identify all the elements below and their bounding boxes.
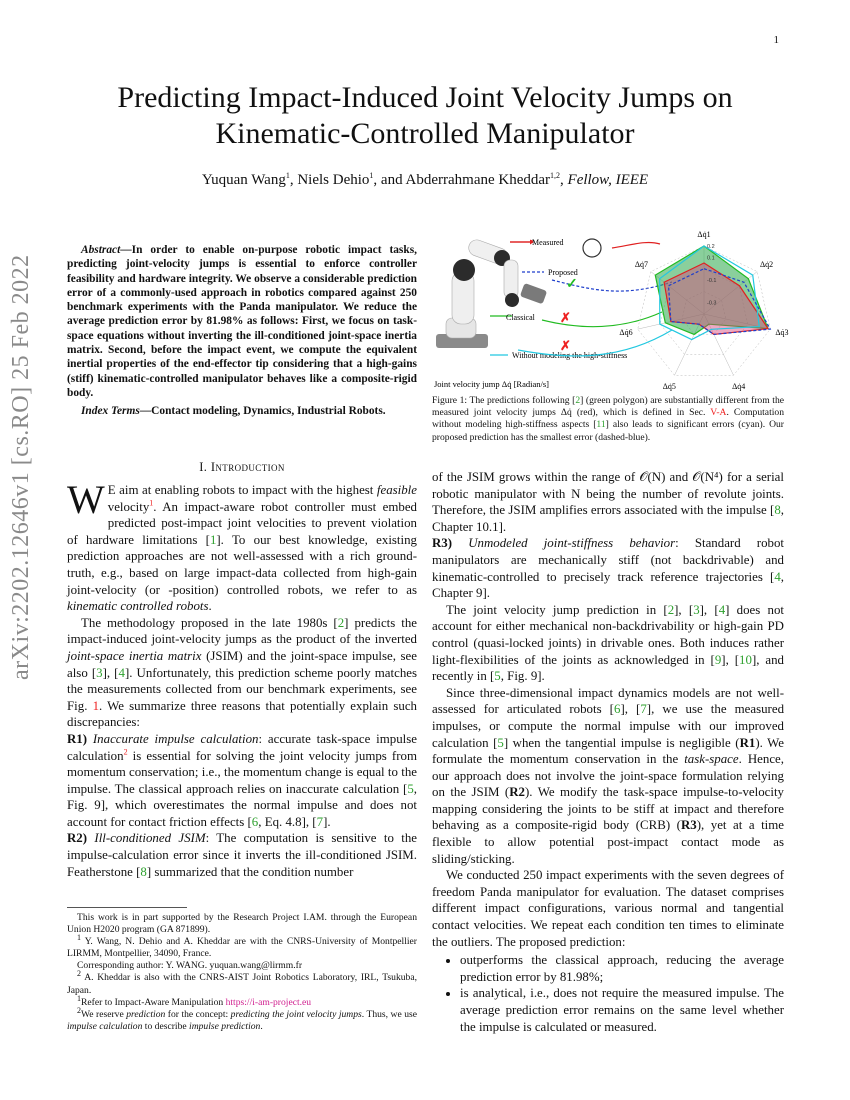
citation[interactable]: 5	[407, 781, 414, 796]
title-line-1: Predicting Impact-Induced Joint Velocity Jumps on	[117, 81, 733, 114]
citation[interactable]: 4	[118, 665, 125, 680]
section-ref[interactable]: V-A	[710, 407, 727, 419]
legend-nostiff: Without modeling the high-stiffness	[512, 351, 628, 360]
citation[interactable]: 7	[640, 702, 647, 717]
intro-paragraph-1: W E aim at enabling robots to impact with the highest feasible velocity$^1$. An impact-aware robot controller must embed predicted post-impact joint velocities to prevent violation of hardware limitations [1]. To our best knowledge, existing prediction approaches are not well-assessed with a rich ground-truth, e.g., based on large impact-data collected from high-gain joint-velocity (or -position) controlled robots, we refer to as kinematic controlled robots.	[67, 477, 417, 614]
project-link[interactable]: https://i-am-project.eu	[225, 996, 312, 1008]
footnotes	[67, 912, 417, 1033]
author-1: Yuquan Wang	[201, 172, 286, 188]
list-item: • outperforms the classical approach, reducing the average prediction error by 81.98%;	[460, 952, 784, 985]
figure-1	[432, 230, 789, 392]
citation[interactable]: 3	[693, 602, 700, 617]
figure-1-svg	[432, 230, 789, 392]
author-list: Yuquan Wang$^1$, Niels Dehio$^1$, and Abderrahmane Kheddar$^{1,2}$, Fellow, IEEE	[201, 171, 649, 188]
page-number: 1	[773, 34, 779, 46]
citation[interactable]: 1	[209, 532, 217, 547]
citation[interactable]: 9	[714, 652, 722, 667]
affiliation-2: $^2$ A. Kheddar is also with the CNRS-AIST Joint Robotics Laboratory, IRL, Tsukuba, Japan.	[67, 969, 417, 996]
contribution-list	[432, 952, 784, 1035]
author-3: Abderrahmane Kheddar	[405, 172, 551, 188]
citation[interactable]: 10	[739, 652, 752, 667]
radar-axis-label: Δq̇1	[697, 230, 711, 239]
citation[interactable]: 2	[575, 395, 581, 406]
arxiv-stamp: arXiv:2202.12646v1 [cs.RO] 25 Feb 2022	[8, 254, 34, 680]
citation[interactable]: 2	[667, 602, 675, 617]
paper-title	[0, 80, 850, 152]
abstract	[67, 243, 417, 400]
ball-icon	[583, 239, 601, 257]
citation[interactable]: 2	[337, 615, 345, 630]
figure-ref[interactable]: 1	[92, 698, 100, 713]
author-2: Niels Dehio	[297, 172, 370, 188]
citation[interactable]: 4	[718, 602, 726, 617]
section-heading	[67, 459, 417, 476]
section-number: I.	[199, 460, 208, 474]
citation[interactable]: 4	[774, 569, 781, 584]
funding-note: This work is in part supported by the Research Project I.AM. through the European Union H2020 program (GA 871899).	[67, 912, 417, 936]
legend-classical: Classical	[506, 313, 535, 322]
citation[interactable]: 7	[316, 814, 324, 829]
citation[interactable]: 8	[774, 503, 781, 518]
citation[interactable]: 6	[613, 702, 621, 717]
paragraph-stiffness: The joint velocity jump prediction in [2], [3], [4] does not account for either mechanical non-backdrivability or high-gain PD control (quasi-locked joints) in drivable ones. Both induces rather light-flexibilities of the joints as acknowledged in [9], [10], and recently in [5, Fig. 9].	[432, 602, 785, 684]
radar-axis-label: Δq̇4	[732, 382, 746, 392]
list-item: • is analytical, i.e., does not require the measured impulse. The average prediction error remains on the same level whether the impulse is calculated or measured.	[460, 985, 784, 1035]
paragraph-experiments: We conducted 250 impact experiments with the seven degrees of freedom Panda manipulator for evaluation. The dataset comprises different impact configurations, various normal and tangential contact velocities. We repeat each condition ten times to eliminate the outliers. The proposed prediction:	[432, 868, 784, 949]
citation[interactable]: 8	[140, 864, 147, 879]
reason-r1: R1) Inaccurate impulse calculation: accurate task-space impulse calculation$^2$ is essential for solving the joint velocity jumps from momentum conservation; i.e., the momentum change is equal to the impulse. The classical approach relies on inaccurate calculation [5, Fig. 9], which overestimates the normal impulse and does not account for contact friction effects [6, Eq. 4.8], [7].	[67, 731, 417, 829]
footnote-ref-2[interactable]: 2	[123, 747, 128, 757]
citation[interactable]: 6	[251, 814, 259, 829]
checkmark-icon: ✓	[566, 277, 578, 292]
drop-cap: W	[67, 477, 105, 522]
index-terms-label: Index Terms	[81, 405, 140, 417]
footnote-ref-1[interactable]: 1	[149, 498, 154, 508]
radar-chart	[619, 230, 788, 391]
radar-tick-label: 0.1	[707, 255, 715, 262]
index-terms-text: —Contact modeling, Dynamics, Industrial Robots.	[139, 405, 386, 417]
radar-tick-label: 0.2	[707, 244, 715, 250]
author-fellow: Fellow, IEEE	[567, 172, 649, 188]
abstract-text: —In order to enable on-purpose robotic impact tasks, predicting joint-velocity jumps is essential to enforce controller feasibility and hardware integrity. We observe a considerable prediction error of a commonly-used approach in robotics compared against 250 benchmark experiments with the Panda manipulator. We reduce the average prediction error by 81.98% as follows: First, we focus on task-space equations without inverting the ill-conditioned joint-space inertia matrix. Second, before the impact event, we compute the equivalent inertial properties of the end-effector tip considering that a high-gains (stiff) kinematic-controlled manipulator behaves like a composite-rigid body.	[67, 244, 417, 399]
footnote-2: $^2$We reserve prediction for the concept: predicting the joint velocity jumps. Thus, we use impulse calculation to describe impulse prediction.	[67, 1005, 417, 1032]
legend-measured: Measured	[532, 238, 564, 247]
citation[interactable]: 11	[596, 419, 606, 431]
section-title: Introduction	[210, 460, 285, 474]
index-terms	[67, 404, 417, 418]
citation[interactable]: 5	[497, 735, 504, 750]
intro-paragraph-2: The methodology proposed in the late 1980s [2] predicts the impact-induced joint-velocity jumps as the product of the inverted joint-space inertia matrix (JSIM) and the joint-space impulse, see also [3], [4]. Unfortunately, this prediction scheme poorly matches the measurements collected from our benchmark experiments, see Fig. 1. We summarize three reasons that potentially explain such discrepancies:	[67, 615, 418, 730]
radar-axis-label: Δq̇6	[619, 327, 633, 337]
cross-icon: ✗	[560, 310, 571, 325]
radar-axis-label: Δq̇3	[775, 327, 789, 337]
abstract-label: Abstract	[81, 244, 121, 256]
robot-arm-illustration	[436, 238, 547, 348]
footnote-1: $^1$Refer to Impact-Aware Manipulation https://i-am-project.eu	[77, 993, 312, 1008]
author-1-affil: 1	[285, 171, 290, 180]
radar-axis-label: Δq̇5	[662, 382, 676, 392]
paragraph-approach: Since three-dimensional impact dynamics models are not well-assessed for articulated robots [6], [7], we use the measured impulses, or compute the normal impulse with our improved calculation [5] when the tangential impulse is negligible (R1). We formulate the momentum conservation in the task-space. Hence, our approach does not involve the joint-space formulation relying on the JSIM (R2). We modify the task-space impulse-to-velocity mapping considering the joints to be stiff at impact and therefore behaving as a composite-rigid body (CRB) (R3), yet at a time flexible to allow potential post-impact contact mode as sliding/sticking.	[432, 685, 785, 866]
cross-icon: ✗	[560, 338, 571, 353]
intro-text	[67, 477, 418, 880]
radar-axis-label: Δq̇7	[634, 260, 649, 270]
corresponding-author: Corresponding author: Y. WANG. yuquan.wang@lirmm.fr	[77, 960, 303, 972]
reason-r2: R2) Ill-conditioned JSIM: The computation is sensitive to the impulse-calculation error since it inverts the ill-conditioned JSIM. Featherstone [8] summarized that the condition number	[67, 831, 417, 879]
author-3-affil: 1,2	[550, 171, 561, 180]
title-line-2: Kinematic-Controlled Manipulator	[215, 117, 635, 150]
figure-xlabel: Joint velocity jump Δq̇ [Radian/s]	[434, 379, 550, 389]
author-2-affil: 1	[369, 171, 374, 180]
reason-r3: R3) Unmodeled joint-stiffness behavior: Standard robot manipulators are mechanically stiff (not backdrivable) and kinematic-controlled to precisely track reference trajectories [4, Chapter 9].	[432, 536, 784, 601]
citation[interactable]: 3	[96, 665, 103, 680]
radar-tick-label: -0.3	[707, 300, 717, 307]
radar-axis-label: Δq̇2	[759, 260, 774, 270]
citation[interactable]: 5	[494, 669, 501, 684]
figure-1-caption: Figure 1: The predictions following [2] (green polygon) are substantially different from the measured joint velocity jumps Δq̇ (red), which is defined in Sec. V-A. Computation without modeling high-stiffness aspects [11] also leads to significant errors (cyan). Our proposed prediction has the smallest error (dashed-blue).	[432, 395, 785, 443]
legend-proposed: Proposed	[548, 268, 578, 277]
radar-tick-label: -0.1	[707, 278, 717, 284]
affiliation-1: $^1$ Y. Wang, N. Dehio and A. Kheddar are with the CNRS-University of Montpellier LIRMM, Montpellier, 34090, France.	[67, 933, 417, 960]
footnote-separator	[67, 907, 187, 908]
right-column-text	[432, 469, 784, 1035]
paragraph-jsim-condition: of the JSIM grows within the range of 𝒪(N) and 𝒪(N⁴) for a serial robotic manipulator with N being the number of revolute joints. Therefore, the JSIM amplifies errors associated with the impulse [8, Chapter 10.1].	[432, 470, 784, 534]
